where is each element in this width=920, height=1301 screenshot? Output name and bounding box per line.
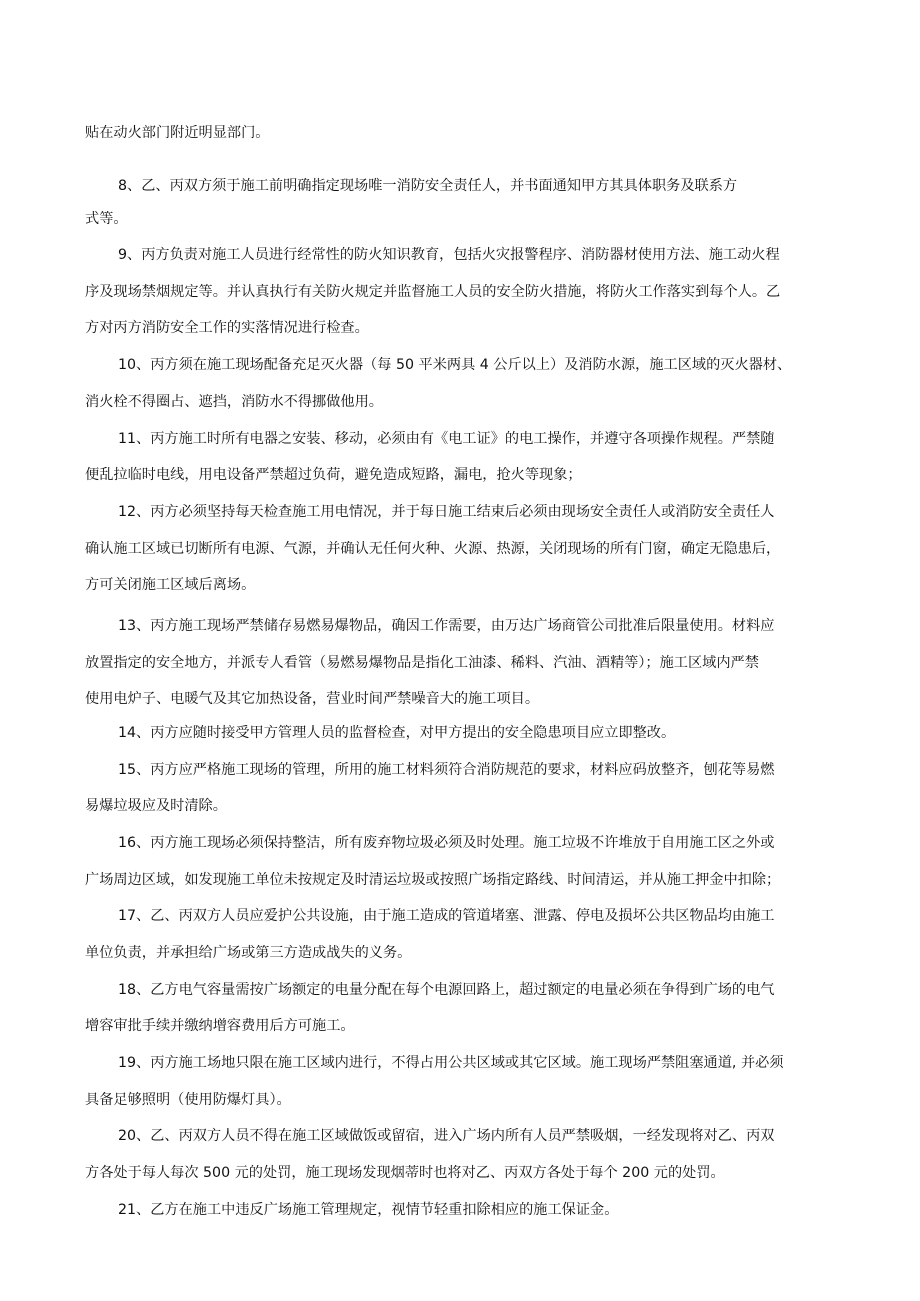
paragraph-18-line-1: 18、乙方电气容量需按广场额定的电量分配在每个电源回路上，超过额定的电量必须在争得到广场的电气 bbox=[118, 982, 775, 998]
paragraph-11-line-1: 11、丙方施工时所有电器之安装、移动，必须由有《电工证》的电工操作，并遵守各项操作规程。严禁随 bbox=[118, 431, 775, 447]
paragraph-10-line-2: 消火栓不得圈占、遮挡，消防水不得挪做他用。 bbox=[85, 394, 383, 410]
paragraph-9-line-2: 序及现场禁烟规定等。并认真执行有关防火规定并监督施工人员的安全防火措施，将防火工作落实到每个人。乙 bbox=[85, 284, 781, 300]
paragraph-8-line-2: 式等。 bbox=[85, 211, 128, 227]
paragraph-16-line-2: 广场周边区域，如发现施工单位未按规定及时清运垃圾或按照广场指定路线、时间清运，并从施工押金中扣除； bbox=[85, 872, 781, 888]
paragraph-18-line-2: 增容审批手续并缴纳增容费用后方可施工。 bbox=[85, 1018, 355, 1034]
paragraph-15-line-1: 15、丙方应严格施工现场的管理，所用的施工材料须符合消防规范的要求，材料应码放整齐，刨花等易燃 bbox=[118, 762, 775, 778]
paragraph-12-line-1: 12、丙方必须坚持每天检查施工用电情况，并于每日施工结束后必须由现场安全责任人或消防安全责任人 bbox=[118, 504, 775, 520]
paragraph-12-line-3: 方可关闭施工区域后离场。 bbox=[85, 577, 256, 593]
paragraph-19-line-1: 19、丙方施工场地只限在施工区域内进行，不得占用公共区域或其它区域。施工现场严禁阻塞通道, 并必须 bbox=[118, 1055, 784, 1071]
paragraph-10-line-1: 10、丙方须在施工现场配备充足灭火器（每 50 平米两具 4 公斤以上）及消防水源，施工区域的灭火器材、 bbox=[118, 357, 792, 373]
paragraph-20-line-2: 方各处于每人每次 500 元的处罚，施工现场发现烟蒂时也将对乙、丙双方各处于每个 200 元的处罚。 bbox=[85, 1165, 725, 1181]
paragraph-12-line-2: 确认施工区域已切断所有电源、气源，并确认无任何火种、火源、热源，关闭现场的所有门窗，确定无隐患后， bbox=[85, 541, 781, 557]
paragraph-9-line-3: 方对丙方消防安全工作的实落情况进行检查。 bbox=[85, 320, 369, 336]
paragraph-8-line-1: 8、乙、丙双方须于施工前明确指定现场唯一消防安全责任人，并书面通知甲方其具体职务及联系方 bbox=[118, 178, 738, 194]
paragraph-16-line-1: 16、丙方施工现场必须保持整洁，所有废弃物垃圾必须及时处理。施工垃圾不许堆放于自用施工区之外或 bbox=[118, 835, 775, 851]
paragraph-15-line-2: 易爆垃圾应及时清除。 bbox=[85, 798, 227, 814]
paragraph-13-line-2: 放置指定的安全地方，并派专人看管（易燃易爆物品是指化工油漆、稀料、汽油、酒精等）；施工区域内严禁 bbox=[85, 655, 759, 671]
paragraph-13-line-1: 13、丙方施工现场严禁储存易燃易爆物品，确因工作需要，由万达广场商管公司批准后限量使用。材料应 bbox=[118, 618, 775, 634]
paragraph-17-line-2: 单位负责，并承担给广场或第三方造成战失的义务。 bbox=[85, 945, 412, 961]
paragraph-19-line-2: 具备足够照明（使用防爆灯具）。 bbox=[85, 1092, 291, 1108]
text-line: 贴在动火部门附近明显部门。 bbox=[85, 125, 270, 141]
paragraph-21-line-1: 21、乙方在施工中违反广场施工管理规定，视情节轻重扣除相应的施工保证金。 bbox=[118, 1202, 619, 1218]
paragraph-17-line-1: 17、乙、丙双方人员应爱护公共设施，由于施工造成的管道堵塞、泄露、停电及损坏公共区物品均由施工 bbox=[118, 908, 775, 924]
paragraph-9-line-1: 9、丙方负责对施工人员进行经常性的防火知识教育，包括火灾报警程序、消防器材使用方法、施工动火程 bbox=[118, 247, 780, 263]
paragraph-20-line-1: 20、乙、丙双方人员不得在施工区域做饭或留宿，进入广场内所有人员严禁吸烟，一经发现将对乙、丙双 bbox=[118, 1128, 775, 1144]
paragraph-13-line-3: 使用电炉子、电暖气及其它加热设备，营业时间严禁噪音大的施工项目。 bbox=[85, 691, 540, 707]
paragraph-14-line-1: 14、丙方应随时接受甲方管理人员的监督检查，对甲方提出的安全隐患项目应立即整改。 bbox=[118, 725, 676, 741]
paragraph-11-line-2: 便乱拉临时电线，用电设备严禁超过负荷，避免造成短路，漏电，抢火等现象； bbox=[85, 467, 582, 483]
